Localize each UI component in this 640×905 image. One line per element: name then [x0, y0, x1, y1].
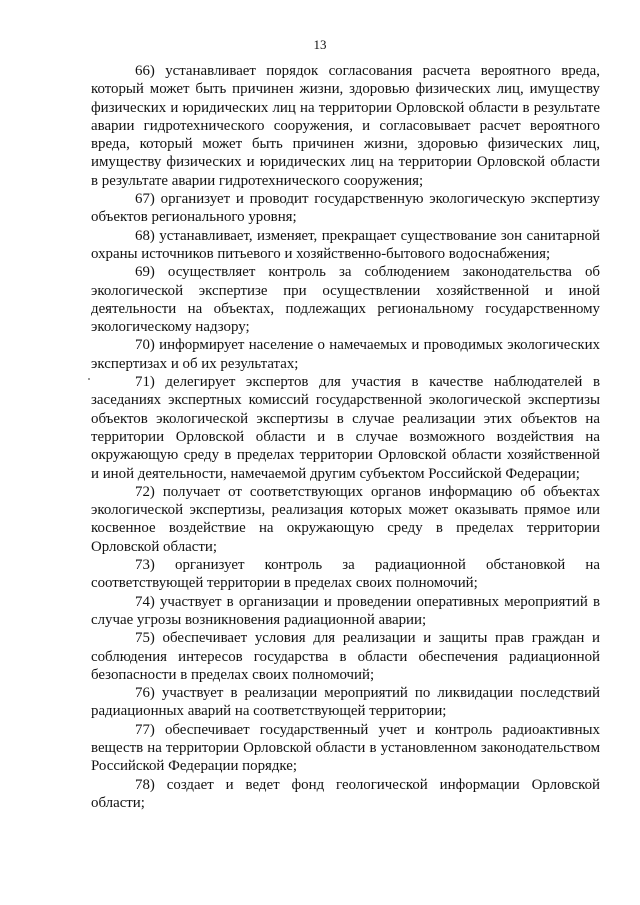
paragraph-71: 71) делегирует экспертов для участия в качестве наблюдателей в заседаниях экспертных комиссий государственной экологической экспертизы объектов экологической экспертизы в случае реализации этих объектов на территории Орловской области и в случае возможного воздействия на окружающую среду в пределах территории Орловской области хозяйственной и иной деятельности, намечаемой другим субъектом Российской Федерации; — [91, 374, 600, 482]
paragraph-67: 67) организует и проводит государственную экологическую экспертизу объектов регионального уровня; — [91, 191, 600, 226]
paragraph-76: 76) участвует в реализации мероприятий по ликвидации последствий радиационных аварий на соответствующей территории; — [91, 685, 600, 720]
paragraph-78: 78) создает и ведет фонд геологической информации Орловской области; — [91, 776, 600, 811]
page-number: 13 — [313, 37, 327, 52]
paragraph-77: 77) обеспечивает государственный учет и контроль радиоактивных веществ на территории Орловской области в установленном законодательством Российской Федерации порядке; — [91, 721, 600, 775]
paragraph-75: 75) обеспечивает условия для реализации и защиты прав граждан и соблюдения интересов государства в области обеспечения радиационной безопасности в пределах своих полномочий; — [91, 630, 600, 683]
paragraph-73: 73) организует контроль за радиационной обстановкой на соответствующей территории в пределах своих полномочий; — [91, 557, 600, 592]
document-body — [91, 62, 600, 812]
paragraph-70: 70) информирует население о намечаемых и проводимых экологических экспертизах и об их результатах; — [91, 337, 600, 372]
paragraph-68: 68) устанавливает, изменяет, прекращает существование зон санитарной охраны источников питьевого и хозяйственно-бытового водоснабжения; — [91, 227, 600, 262]
paragraph-69: 69) осуществляет контроль за соблюдением законодательства об экологической экспертизе при осуществлении хозяйственной и иной деятельности на объектах, подлежащих региональному государственному экологическому надзору; — [91, 264, 600, 336]
scan-speck — [88, 378, 90, 380]
paragraph-74: 74) участвует в организации и проведении оперативных мероприятий в случае угрозы возникновения радиационной аварии; — [91, 593, 600, 628]
paragraph-72: 72) получает от соответствующих органов информацию об объектах экологической экспертизы, реализация которых может оказывать прямое или косвенное воздействие на окружающую среду в пределах территории Орловской области; — [91, 483, 600, 555]
paragraph-66: 66) устанавливает порядок согласования расчета вероятного вреда, который может быть причинен жизни, здоровью физических лиц, имуществу физических и юридических лиц на территории Орловской области в результате аварии гидротехнического сооружения, и согласовывает расчет вероятного вреда, который может быть причинен жизни, здоровью физических лиц, имуществу физических и юридических лиц на территории Орловской области в результате аварии гидротехнического сооружения; — [91, 63, 600, 189]
